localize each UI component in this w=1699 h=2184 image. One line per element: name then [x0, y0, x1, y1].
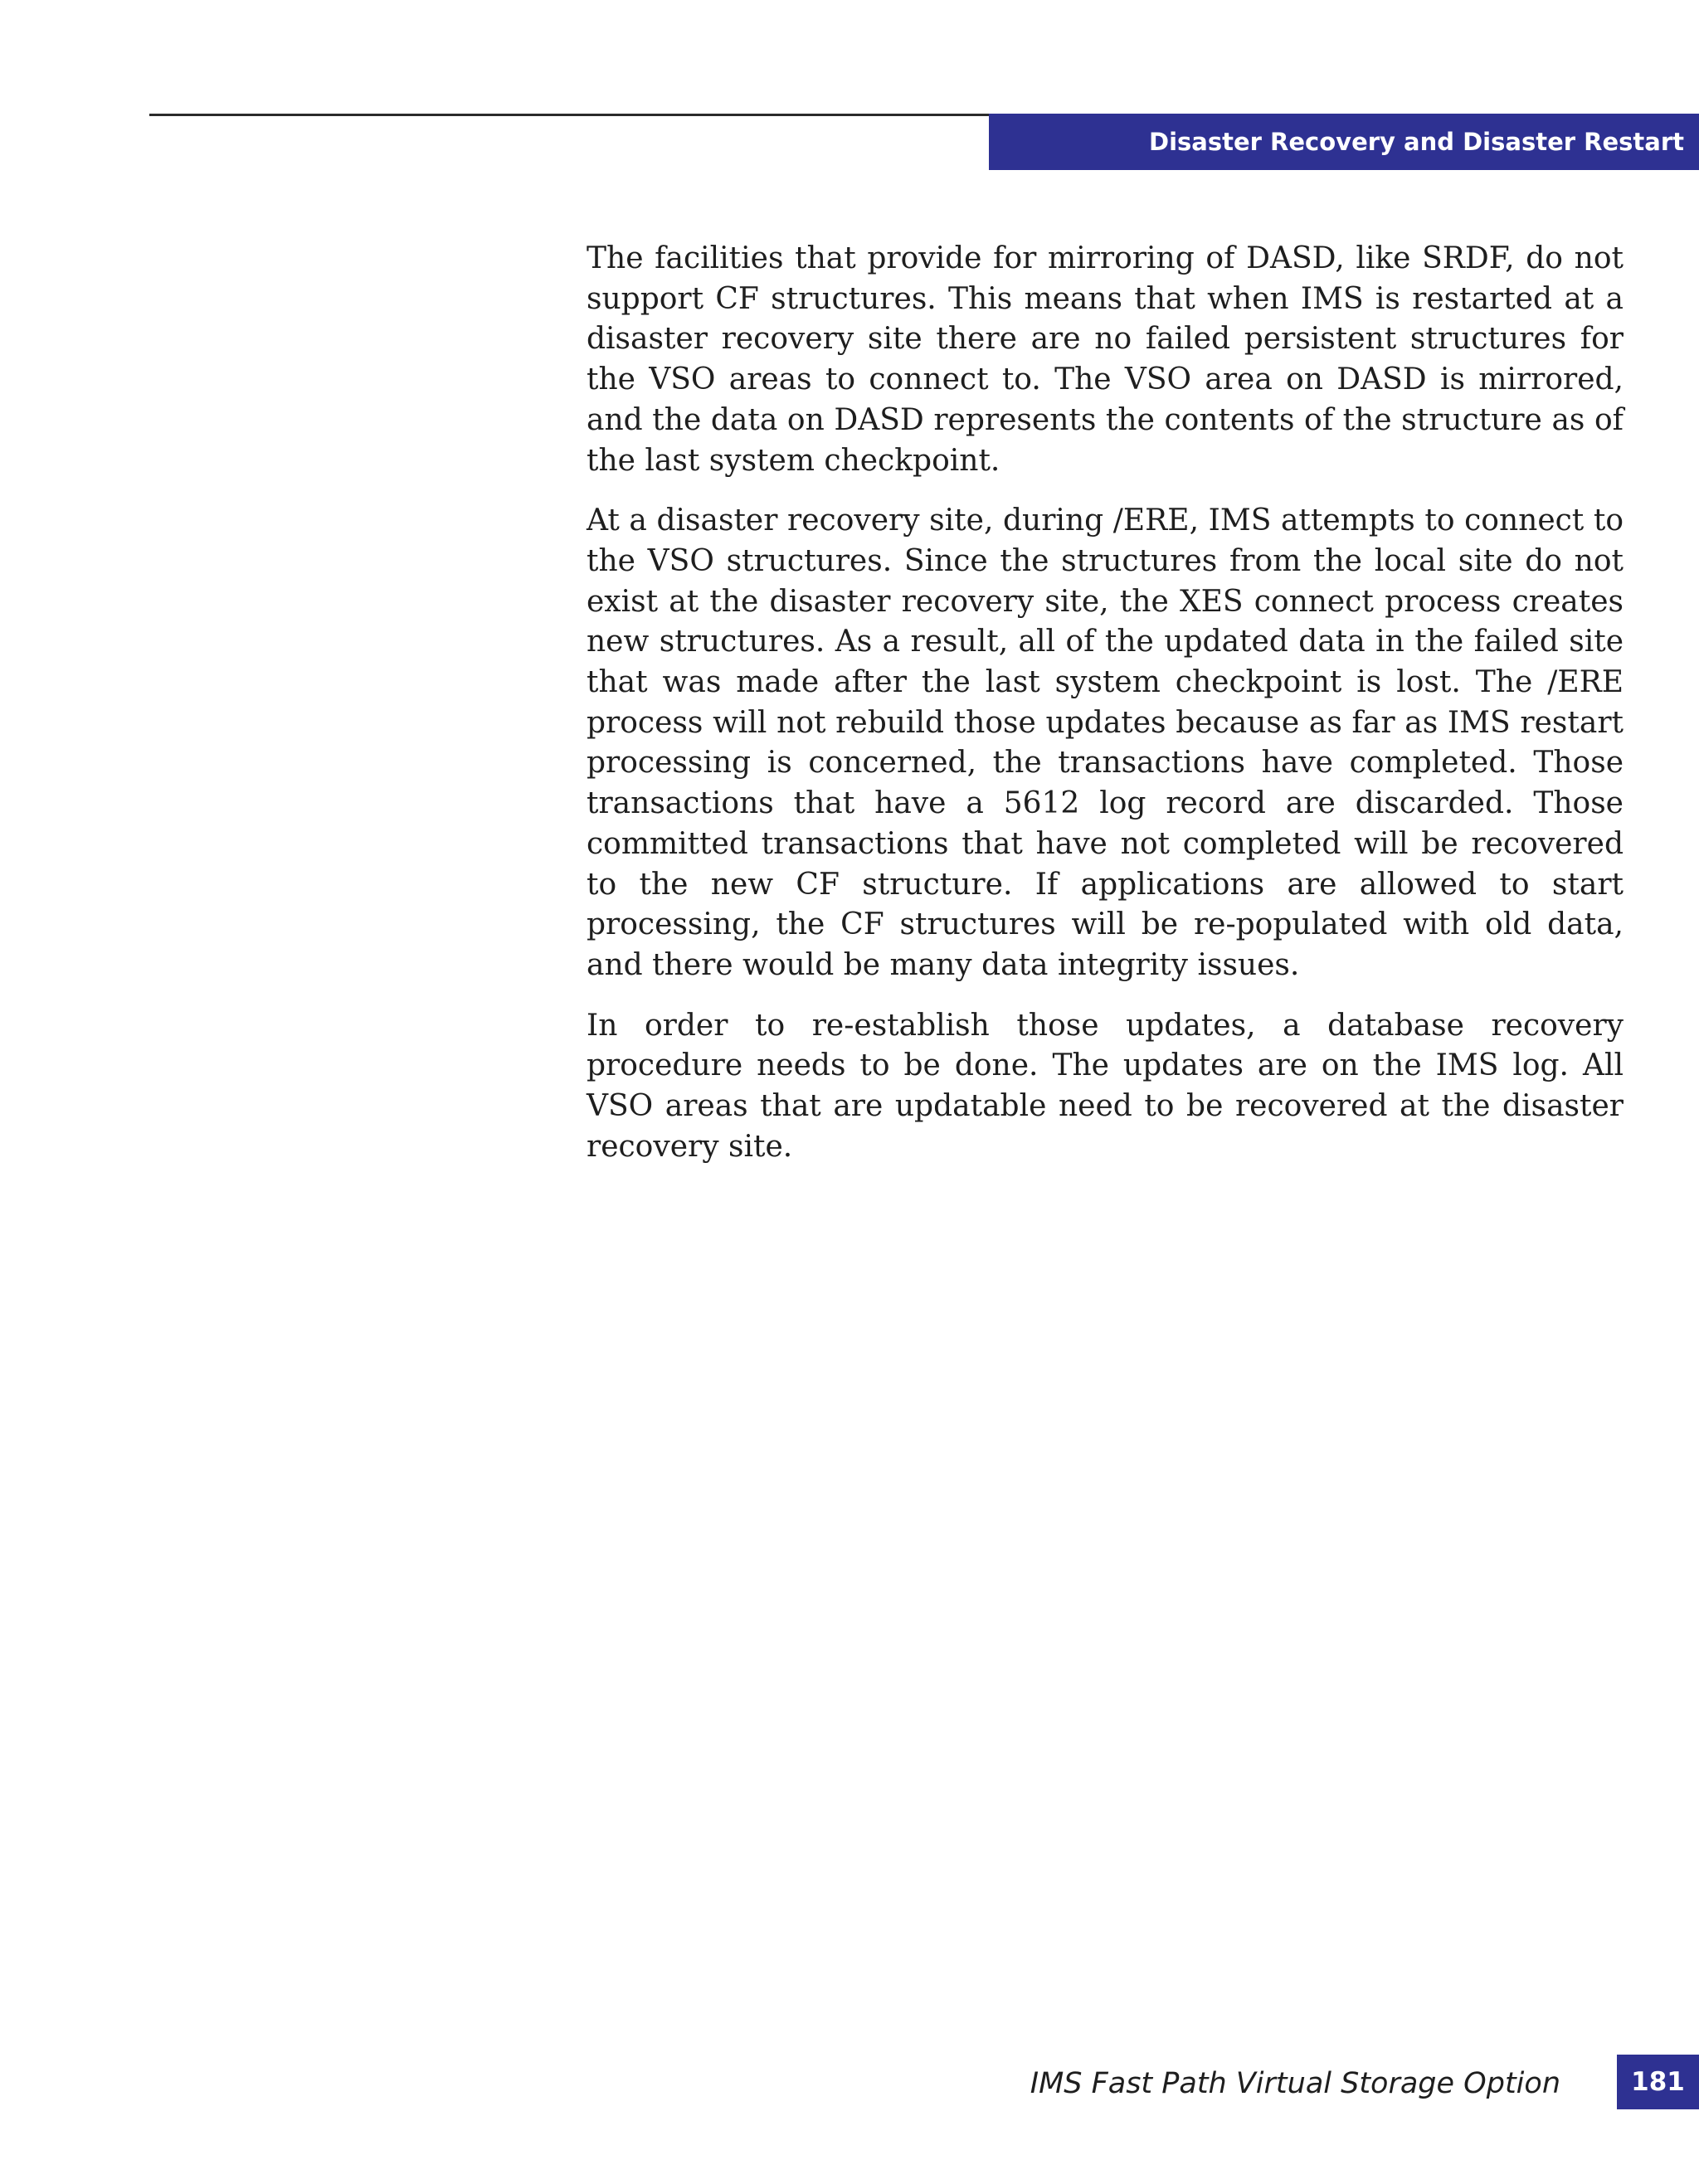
header-banner [989, 114, 1699, 170]
header-rule [149, 114, 989, 116]
page-number: 181 [1631, 2067, 1685, 2097]
page-number-box [1617, 2055, 1699, 2109]
footer-book-title: IMS Fast Path Virtual Storage Option [1030, 2067, 1560, 2100]
paragraph: The facilities that provide for mirroring of DASD, like SRDF, do not support CF structures. This means that when IMS is restarted at a disaster recovery site there are no failed persistent structures for the VSO areas to connect to. The VSO area on DASD is mirrored, and the data on DASD represents the contents of the structure as of the last system checkpoint. [587, 241, 1624, 478]
section-title: Disaster Recovery and Disaster Restart [1149, 128, 1684, 156]
paragraph: In order to re-establish those updates, a database recovery procedure needs to be done. The updates are on the IMS log. All VSO areas that are updatable need to be recovered at the disaster recovery site. [587, 1008, 1624, 1164]
body-text [587, 239, 1624, 1187]
paragraph: At a disaster recovery site, during /ERE, IMS attempts to connect to the VSO structures. Since the structures from the local site do not exist at the disaster recovery site, the XES connect process creates new structures. As a result, all of the updated data in the failed site that was made after the last system checkpoint is lost. The /ERE process will not rebuild those updates because as far as IMS restart processing is concerned, the transactions have completed. Those transactions that have a 5612 log record are discarded. Those committed transactions that have not completed will be recovered to the new CF structure. If applications are allowed to start processing, the CF structures will be re-populated with old data, and there would be many data integrity issues. [587, 503, 1624, 982]
